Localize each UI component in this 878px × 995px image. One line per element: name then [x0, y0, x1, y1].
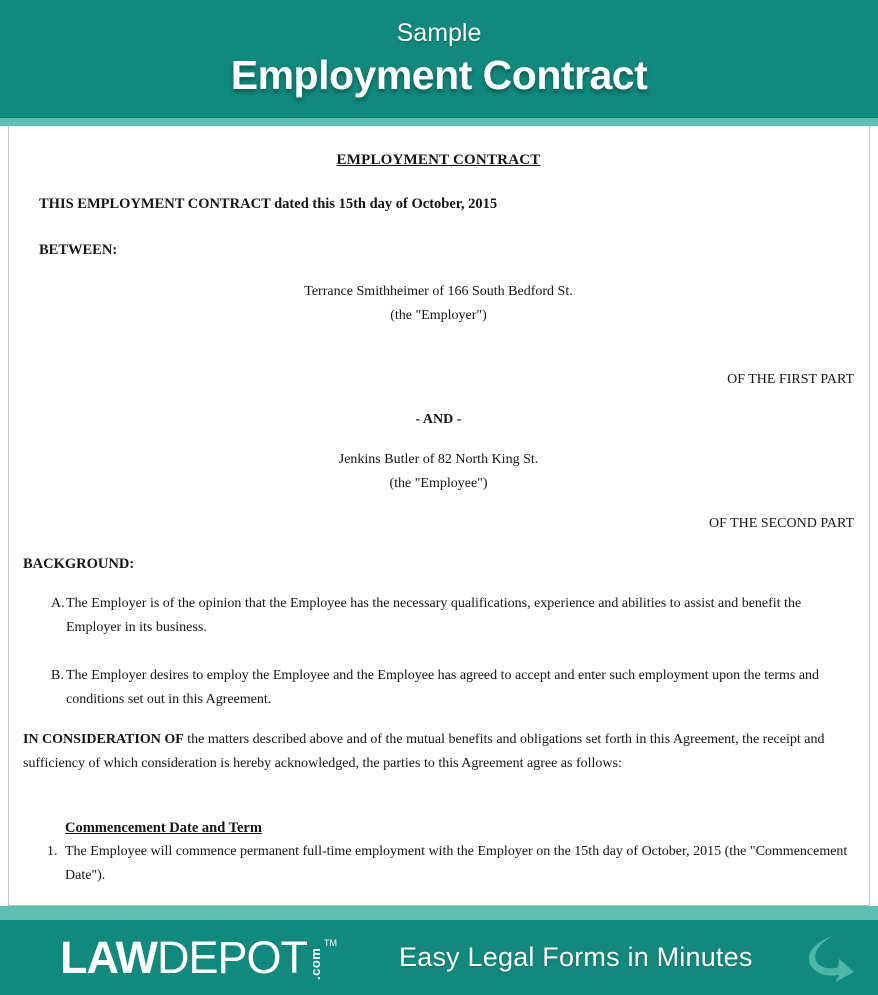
first-part-line: OF THE FIRST PART [727, 372, 854, 387]
footer-tagline: Easy Legal Forms in Minutes [399, 942, 753, 972]
logo-tm-text: TM [324, 937, 338, 948]
list-marker: 1. [47, 844, 58, 859]
logo-law-text: LAW [60, 931, 157, 983]
lawdepot-footer [0, 920, 878, 995]
background-item-b [23, 664, 854, 712]
employee-party-block [23, 448, 854, 496]
logo-com-text: .com [308, 947, 324, 980]
clause-heading-commencement: Commencement Date and Term [65, 820, 262, 836]
employee-name-line: Jenkins Butler of 82 North King St. [338, 452, 539, 467]
sample-banner [0, 0, 878, 118]
bottom-divider-strip [0, 906, 878, 920]
employee-role-line: (the "Employee") [389, 476, 488, 491]
curved-arrow-icon [800, 932, 856, 984]
list-item-text: The Employee will commence permanent full-time employment with the Employer on the 15th day of October, 2015 (the "Commencement Date"). [65, 844, 848, 883]
logo-depot-text: DEPOT [156, 931, 308, 983]
banner-subtitle: Sample [396, 18, 482, 47]
employer-name-line: Terrance Smithheimer of 166 South Bedford St. [304, 284, 573, 299]
between-label: BETWEEN: [39, 242, 118, 258]
document-title: EMPLOYMENT CONTRACT [336, 152, 541, 168]
consideration-lead: IN CONSIDERATION OF [23, 732, 184, 747]
consideration-paragraph [23, 728, 854, 776]
lawdepot-logo[interactable] [60, 931, 338, 983]
clause-item-1 [23, 840, 854, 888]
list-item-text: The Employer desires to employ the Employee and the Employee has agreed to accept and enter such employment upon the terms and conditions set out in this Agreement. [66, 668, 820, 707]
employer-role-line: (the "Employer") [390, 308, 487, 323]
contract-page [8, 126, 870, 906]
top-divider-strip [0, 118, 878, 126]
background-item-a [23, 592, 854, 640]
list-marker: A. [51, 596, 65, 611]
document-area [0, 126, 878, 906]
list-item-text: The Employer is of the opinion that the Employee has the necessary qualifications, experience and abilities to assist and benefit the Employer in its business. [66, 596, 802, 635]
background-heading: BACKGROUND: [23, 556, 135, 572]
consideration-rest: the matters described above and of the mutual benefits and obligations set forth in this Agreement, the receipt and sufficiency of which consideration is hereby acknowledged, the parties to this Agreement agree as follows: [23, 732, 825, 771]
and-separator: - AND - [415, 412, 462, 427]
dated-line: THIS EMPLOYMENT CONTRACT dated this 15th day of October, 2015 [39, 196, 498, 212]
second-part-line: OF THE SECOND PART [708, 516, 854, 531]
banner-title: Employment Contract [230, 51, 648, 98]
list-marker: B. [51, 668, 64, 683]
employer-party-block [23, 280, 854, 328]
